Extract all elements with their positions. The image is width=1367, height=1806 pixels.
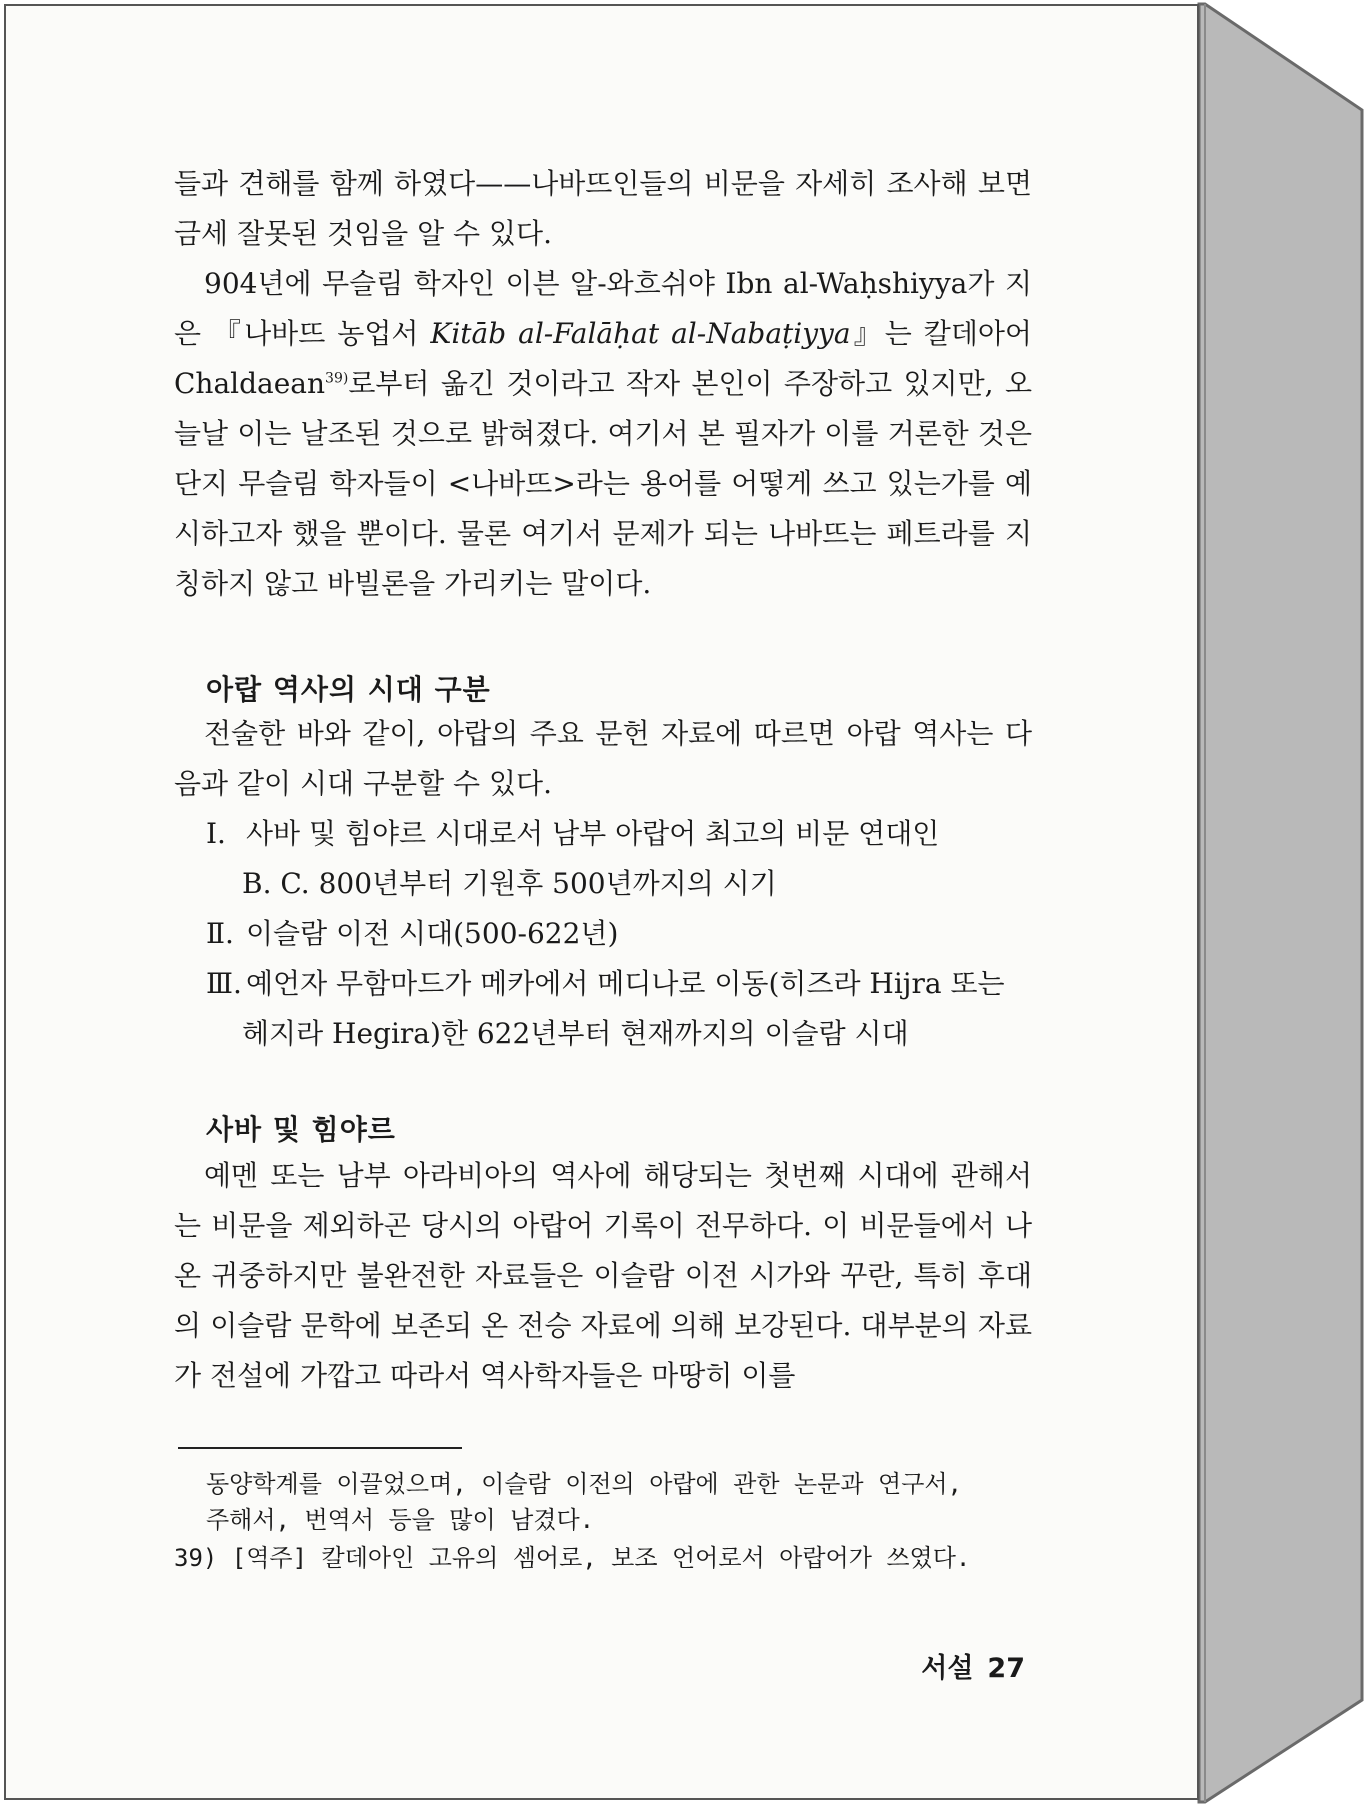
- footnote-ref-39: 39): [325, 370, 349, 387]
- book-title: Kitāb al-Falāḥat al-Nabaṭiyya: [430, 317, 851, 350]
- footnote-continued-line1: 동양학계를 이끌었으며, 이슬람 이전의 아랍에 관한 논문과 연구서,: [206, 1470, 963, 1498]
- footnote-rule: [178, 1447, 462, 1449]
- period-text: 예언자 무함마드가 메카에서 메디나로 이동(히즈라 Hijra 또는: [246, 967, 1005, 1000]
- period-text: 이슬람 이전 시대(500-622년): [246, 917, 619, 950]
- saba-himyar-paragraph: 예멘 또는 남부 아라비아의 역사에 해당되는 첫번째 시대에 관해서는 비문을 제외하곤 당시의 아랍어 기록이 전무하다. 이 비문들에서 나온 귀중하지만 불완전한 자료들은 이슬람 이전 시가와 꾸란, 특히 후대의 이슬람 문학에 보존되 온 전승 자료에 의해 보강된다. 대부분의 자료가 전설에 가깝고 따라서 역사학자들은 마땅히 이를: [174, 1159, 1032, 1392]
- footnote-continued-line2: 주해서, 번역서 등을 많이 남겼다.: [206, 1506, 595, 1534]
- period-number: Ⅰ.: [206, 817, 226, 850]
- ibn-paragraph-part1: 904년에 무슬림 학자인 이븐 알-와흐쉬야 Ibn al-Waḥshiyya가 지은 『나바뜨 농업서: [174, 267, 1032, 350]
- book-page: [4, 4, 1199, 1800]
- ibn-paragraph-part2: 』는 칼데아어 Chaldaean: [174, 317, 1032, 400]
- period-item-3-cont: 헤지라 Hegira)한 622년부터 현재까지의 이슬람 시대: [242, 1017, 909, 1050]
- period-item-2: [206, 909, 1032, 959]
- period-item-3: [206, 959, 1032, 1009]
- intro-paragraph: 들과 견해를 함께 하였다——나바뜨인들의 비문을 자세히 조사해 보면 금세 잘못된 것임을 알 수 있다.: [174, 167, 1032, 250]
- period-item-1-cont: B. C. 800년부터 기원후 500년까지의 시기: [242, 867, 777, 900]
- period-number: Ⅲ.: [206, 967, 242, 1000]
- period-item-1: [206, 809, 1032, 859]
- ibn-paragraph-part3: 로부터 옮긴 것이라고 작자 본인이 주장하고 있지만, 오늘날 이는 날조된 것으로 밝혀졌다. 여기서 본 필자가 이를 거론한 것은 단지 무슬림 학자들이 <나바뜨>라는 용어를 어떻게 쓰고 있는가를 예시하고자 했을 뿐이다. 물론 여기서 문제가 되는 나바뜨는 페트라를 지칭하지 않고 바빌론을 가리키는 말이다.: [174, 367, 1032, 600]
- periodization-paragraph: 전술한 바와 같이, 아랍의 주요 문헌 자료에 따르면 아랍 역사는 다음과 같이 시대 구분할 수 있다.: [174, 717, 1032, 800]
- page-number: 27: [987, 1653, 1025, 1684]
- period-number: Ⅱ.: [206, 917, 234, 950]
- page-folio: [921, 1646, 1025, 1685]
- section-heading-saba-himyar: 사바 및 힘야르: [206, 1113, 396, 1146]
- footnote-39: 39) [역주] 칼데아인 고유의 셈어로, 보조 언어로서 아랍어가 쓰였다.: [174, 1544, 971, 1572]
- running-head: 서설: [921, 1653, 974, 1684]
- ibn-wahshiyya-paragraph: [174, 259, 1032, 609]
- period-text: 사바 및 힘야르 시대로서 남부 아랍어 최고의 비문 연대인: [246, 817, 940, 850]
- section-heading-periodization: 아랍 역사의 시대 구분: [206, 673, 491, 706]
